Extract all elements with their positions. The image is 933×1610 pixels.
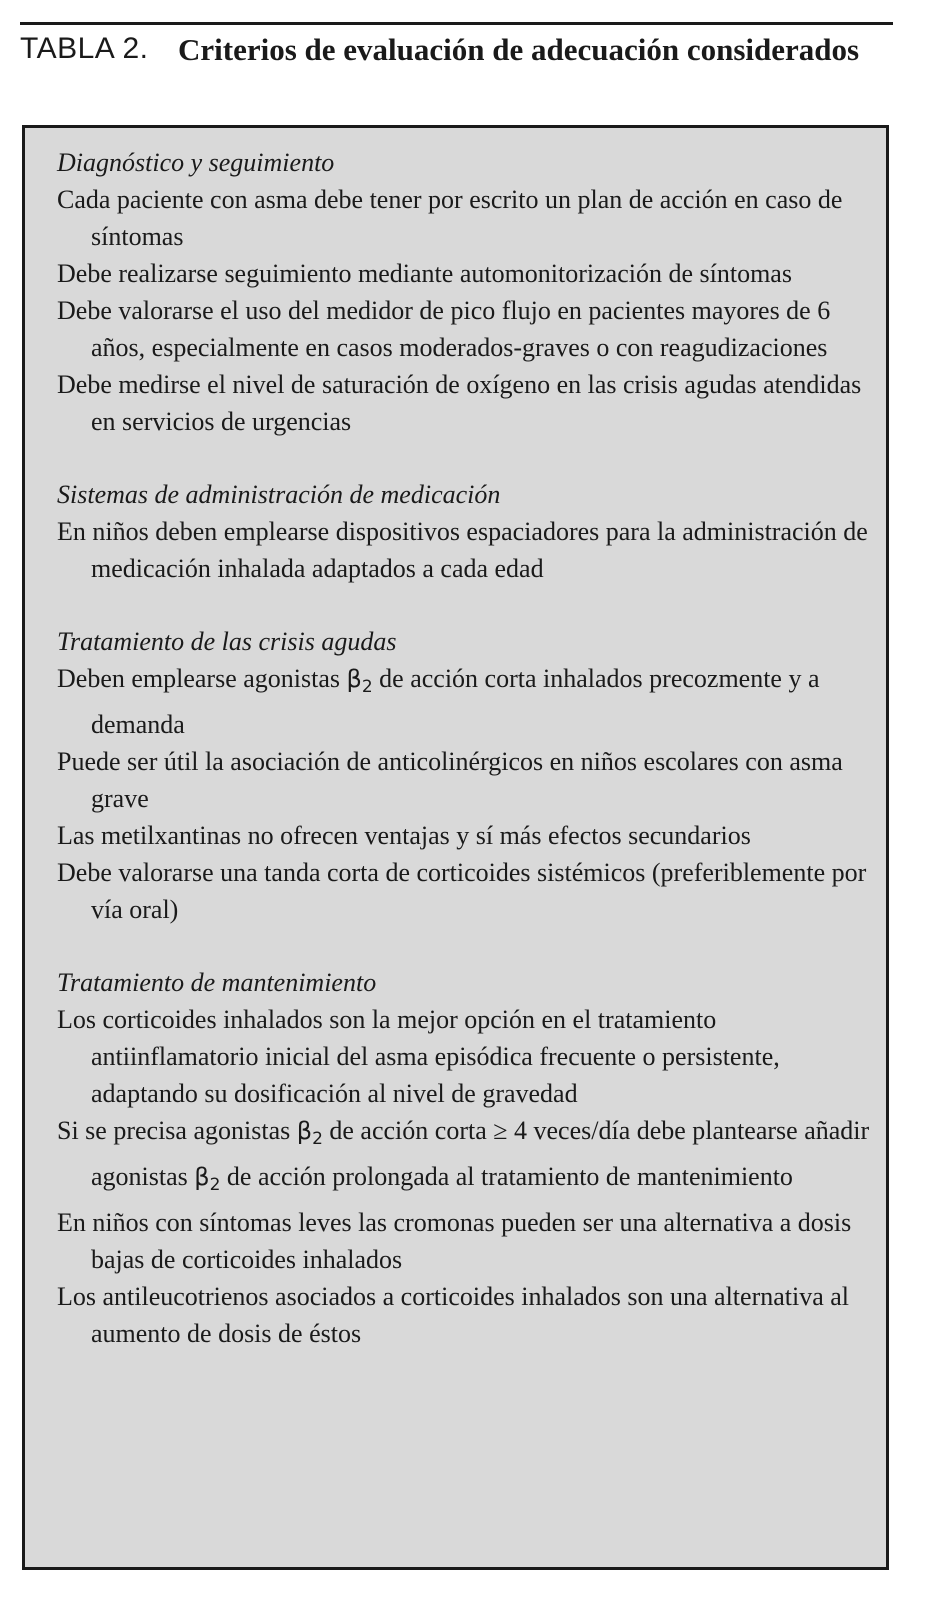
section-crisis-agudas — [57, 623, 877, 928]
beta-symbol: $\beta_2$ — [346, 665, 373, 697]
list-item: Las metilxantinas no ofrecen ventajas y sí más efectos secundarios — [57, 821, 751, 850]
criteria-box — [22, 125, 889, 1570]
beta-symbol: $\beta_2$ — [194, 1163, 221, 1195]
list-item: Los antileucotrienos asociados a corticoides inhalados son una alternativa al aumento de dosis de éstos — [57, 1282, 850, 1348]
list-item: Debe medirse el nivel de saturación de oxígeno en las crisis agudas atendidas en servicios de urgencias — [57, 370, 862, 436]
criteria-content — [57, 144, 877, 1388]
section-sistemas — [57, 476, 877, 587]
list-item: Deben emplearse agonistas $\beta_2$ de acción corta inhalados precozmente y a demanda — [57, 664, 820, 739]
list-item: Debe realizarse seguimiento mediante automonitorización de síntomas — [57, 259, 792, 288]
list-item: Debe valorarse una tanda corta de corticoides sistémicos (preferiblemente por vía oral) — [57, 858, 867, 924]
list-item: Si se precisa agonistas $\beta_2$ de acción corta ≥ 4 veces/día debe plantearse añadir agonistas $\beta_2$ de acción prolongada al tratamiento de mantenimiento — [57, 1116, 870, 1195]
list-item: Cada paciente con asma debe tener por escrito un plan de acción en caso de síntomas — [57, 185, 843, 251]
list-item: Puede ser útil la asociación de anticolinérgicos en niños escolares con asma grave — [57, 747, 843, 813]
section-diagnostico — [57, 144, 877, 440]
section-heading: Sistemas de administración de medicación — [57, 480, 501, 509]
list-item: En niños deben emplearse dispositivos espaciadores para la administración de medicación inhalada adaptados a cada edad — [57, 517, 868, 583]
section-heading: Tratamiento de las crisis agudas — [57, 627, 397, 656]
list-item: Debe valorarse el uso del medidor de pico flujo en pacientes mayores de 6 años, especialmente en casos moderados-graves o con reagudizaciones — [57, 296, 831, 362]
section-heading: Diagnóstico y seguimiento — [57, 148, 335, 177]
list-item: En niños con síntomas leves las cromonas pueden ser una alternativa a dosis bajas de corticoides inhalados — [57, 1208, 852, 1274]
list-item: Los corticoides inhalados son la mejor opción en el tratamiento antiinflamatorio inicial del asma episódica frecuente o persistente, adaptando su dosificación al nivel de gravedad — [57, 1005, 780, 1108]
section-mantenimiento — [57, 964, 877, 1352]
beta-symbol: $\beta_2$ — [296, 1117, 323, 1149]
section-heading: Tratamiento de mantenimiento — [57, 968, 377, 997]
table-title: Criterios de evaluación de adecuación considerados — [178, 32, 860, 67]
table-label: TABLA 2. — [20, 32, 149, 65]
top-rule — [20, 22, 893, 25]
